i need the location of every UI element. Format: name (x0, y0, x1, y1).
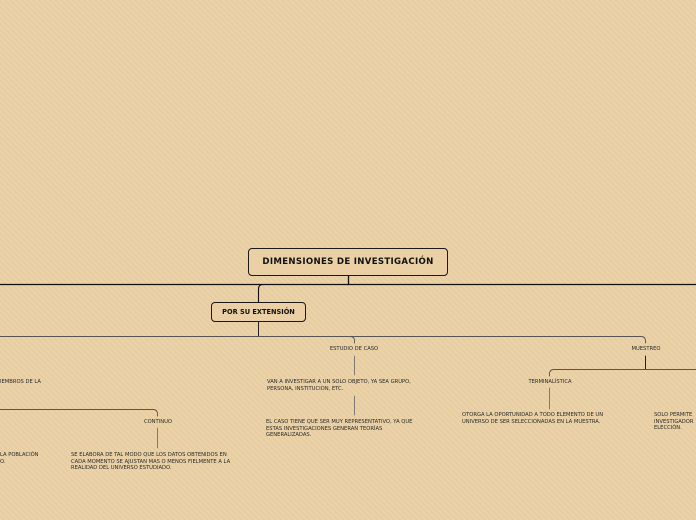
terminal-line-2: UNIVERSO DE SER SELECCIONADAS EN LA MUESTRA. (462, 418, 601, 425)
to-terminal-line (550, 370, 555, 377)
main-topic-label: POR SU EXTENSIÓN (222, 308, 295, 316)
continuous-line-1: SE ELABORA DE TAL MODO QUE LOS DATOS OBTENIDOS EN (71, 452, 227, 458)
main-topic-por-su-extension[interactable] (211, 302, 306, 322)
case-rep-line-3: GENERALIZADAS. (266, 432, 312, 438)
right-line-3: ELECCIÓN. (654, 425, 682, 431)
left-population-line-2: O. (0, 458, 6, 465)
subtopic-sampling[interactable]: MUESTREO (631, 346, 661, 352)
subtopic-terminal[interactable]: TERMINALÍSTICA (528, 379, 572, 385)
case-rep-line-2: ESTAS INVESTIGACIONES GENERAN TEORÍAS (266, 425, 383, 432)
case-description-line-1: VAN A INVESTIGAR A UN SOLO OBJETO, YA SEA GRUPO, (267, 379, 411, 385)
continuous-line-2: CADA MOMENTO SE AJUSTAN MAS O MENOS FIELMENTE A LA (71, 458, 231, 465)
spine-to-main-line (259, 285, 264, 303)
left-population-line-1: LA POBLACIÓN (0, 452, 39, 458)
continuous-line-3: REALIDAD DEL UNIVERSO ESTUDIADO. (71, 465, 172, 471)
subtopic-continuous[interactable]: CONTINUO (143, 419, 173, 425)
continuous-branch-line (0, 410, 158, 417)
left-members-text: IEMBROS DE LA (0, 379, 41, 385)
subtopic-case-study[interactable]: ESTUDIO DE CASO (329, 346, 379, 352)
root-topic-label: DIMENSIONES DE INVESTIGACIÓN (262, 257, 434, 267)
terminal-line-1: OTORGA LA OPORTUNIDAD A TODO ELEMENTO DE UN (462, 412, 604, 418)
main-branch-line (0, 337, 646, 344)
root-topic[interactable] (248, 248, 448, 276)
right-line-1: SOLO PERMITE (654, 412, 693, 418)
case-rep-line-1: EL CASO TIENE QUE SER MUY REPRESENTATIVO, YA QUE (266, 419, 413, 425)
right-line-2: INVESTIGADOR (654, 418, 694, 425)
to-case-study-line (350, 337, 355, 344)
case-description-line-2: PERSONA, INSTITUCION, ETC. (267, 385, 344, 392)
